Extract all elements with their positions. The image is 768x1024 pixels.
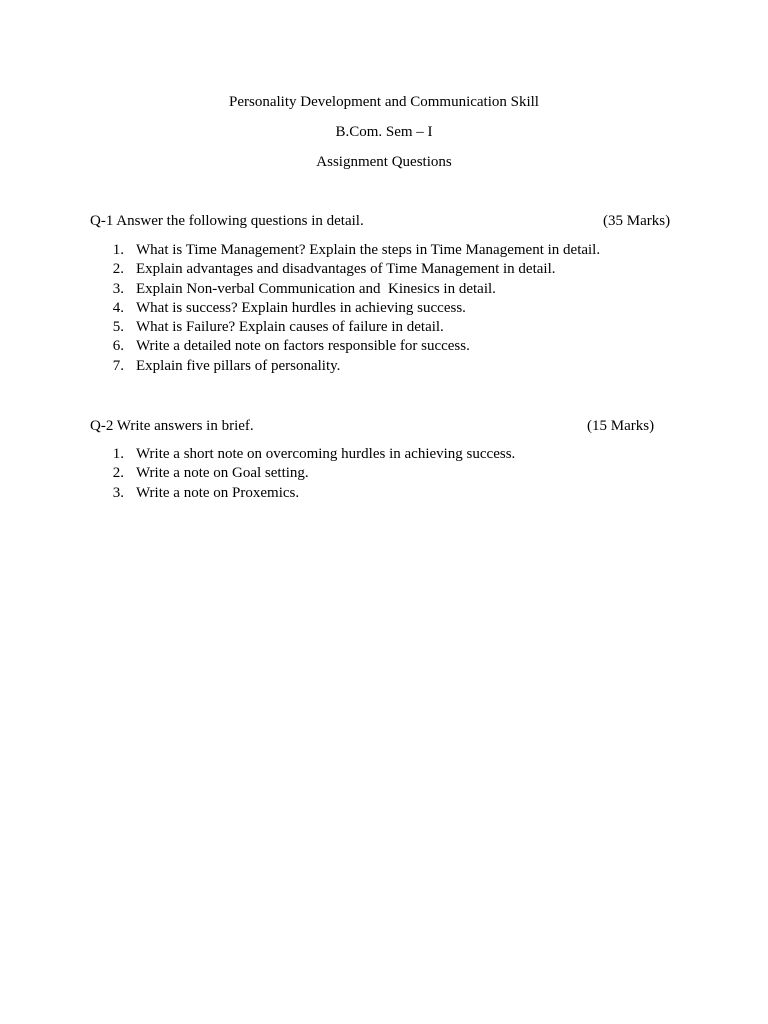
question-text: Explain advantages and disadvantages of Time Management in detail. (136, 261, 556, 278)
question-text: Explain Non-verbal Communication and Kinesics in detail. (136, 280, 496, 297)
section-2-marks: (15 Marks) (587, 418, 655, 434)
course-label: B.Com. Sem – I (335, 124, 433, 140)
question-text: Write a note on Proxemics. (136, 484, 300, 501)
question-text: Write a detailed note on factors responsible for success. (136, 338, 470, 355)
question-number: 4. (112, 299, 124, 316)
section-2-heading: Q-2 Write answers in brief. (90, 418, 254, 434)
question-number: 3. (112, 484, 124, 501)
question-number: 3. (112, 280, 124, 297)
question-text: Write a short note on overcoming hurdles in achieving success. (136, 446, 516, 462)
question-text: What is success? Explain hurdles in achieving success. (136, 299, 466, 316)
question-text: Write a note on Goal setting. (136, 465, 309, 482)
question-number: 1. (112, 446, 124, 462)
question-text: What is Failure? Explain causes of failure in detail. (136, 319, 444, 336)
question-text: Explain five pillars of personality. (136, 357, 341, 374)
question-number: 2. (112, 465, 124, 482)
document-subtitle: Assignment Questions (316, 154, 452, 170)
document-title: Personality Development and Communication Skill (229, 94, 539, 110)
section-1-heading: Q-1 Answer the following questions in detail. (90, 213, 364, 229)
section-1-marks: (35 Marks) (603, 213, 671, 229)
question-number: 6. (112, 338, 124, 355)
question-number: 5. (112, 319, 124, 336)
question-number: 2. (112, 261, 124, 278)
question-number: 7. (112, 357, 124, 374)
question-text: What is Time Management? Explain the steps in Time Management in detail. (136, 242, 601, 258)
question-number: 1. (112, 242, 124, 258)
